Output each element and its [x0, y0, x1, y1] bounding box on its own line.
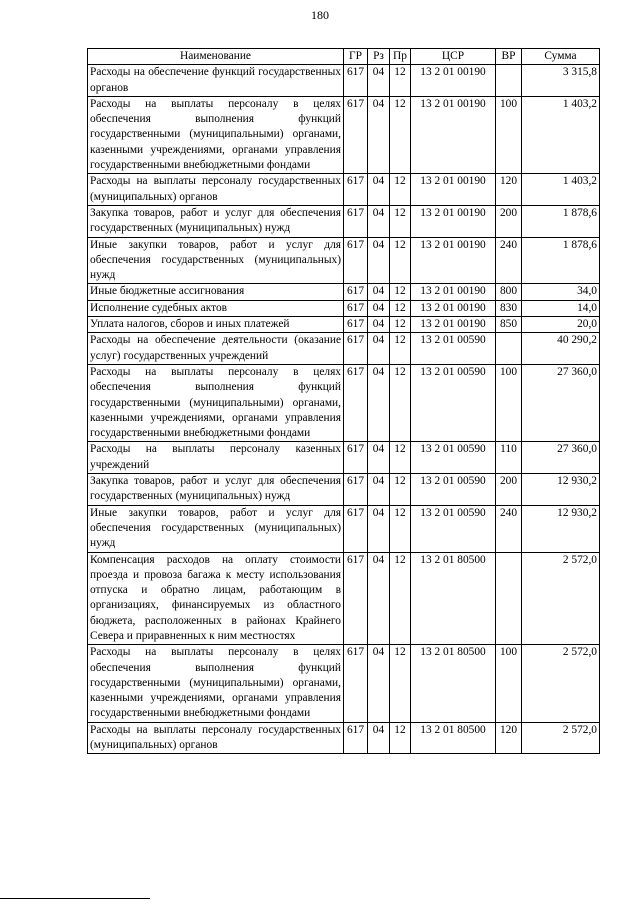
- cell-csr: 13 2 01 00190: [411, 317, 496, 333]
- cell-name: Расходы на выплаты персоналу в целях обеспечения выполнения функций государственными (муниципальными) органами, казенными учреждениями, органами управления государственными внебюджетными фондами: [88, 96, 344, 173]
- cell-vr: 120: [496, 722, 522, 754]
- table-row: [88, 364, 600, 441]
- cell-name: Иные закупки товаров, работ и услуг для обеспечения государственных (муниципальных) нужд: [88, 505, 344, 552]
- cell-sum: 12 930,2: [522, 474, 600, 506]
- cell-name: Расходы на выплаты персоналу государственных (муниципальных) органов: [88, 174, 344, 206]
- cell-pr: 12: [390, 552, 411, 645]
- table-row: [88, 237, 600, 284]
- table-row: [88, 645, 600, 722]
- cell-sum: 27 360,0: [522, 364, 600, 441]
- cell-gr: 617: [344, 645, 368, 722]
- cell-csr: 13 2 01 00190: [411, 237, 496, 284]
- cell-csr: 13 2 01 00190: [411, 205, 496, 237]
- cell-vr: [496, 552, 522, 645]
- cell-gr: 617: [344, 505, 368, 552]
- cell-name: Компенсация расходов на оплату стоимости проезда и провоза багажа к месту использования отпуска и обратно лицам, работающим в организациях, финансируемых из областного бюджета, расположенных в районах Крайнего Севера и приравненных к ним местностях: [88, 552, 344, 645]
- table-header-row: [88, 49, 600, 65]
- cell-vr: 200: [496, 205, 522, 237]
- cell-csr: 13 2 01 00590: [411, 474, 496, 506]
- cell-csr: 13 2 01 00190: [411, 174, 496, 206]
- cell-rz: 04: [368, 442, 390, 474]
- header-vr: ВР: [496, 49, 522, 65]
- cell-name: Расходы на обеспечение деятельности (оказание услуг) государственных учреждений: [88, 333, 344, 365]
- cell-rz: 04: [368, 722, 390, 754]
- cell-csr: 13 2 01 80500: [411, 645, 496, 722]
- cell-gr: 617: [344, 65, 368, 97]
- cell-name: Уплата налогов, сборов и иных платежей: [88, 317, 344, 333]
- cell-sum: 2 572,0: [522, 645, 600, 722]
- cell-rz: 04: [368, 317, 390, 333]
- cell-vr: 100: [496, 364, 522, 441]
- cell-sum: 2 572,0: [522, 552, 600, 645]
- cell-pr: 12: [390, 65, 411, 97]
- header-rz: Рз: [368, 49, 390, 65]
- cell-sum: 3 315,8: [522, 65, 600, 97]
- table-row: [88, 442, 600, 474]
- cell-gr: 617: [344, 722, 368, 754]
- cell-pr: 12: [390, 442, 411, 474]
- cell-name: Исполнение судебных актов: [88, 300, 344, 316]
- cell-csr: 13 2 01 00190: [411, 284, 496, 300]
- cell-pr: 12: [390, 722, 411, 754]
- cell-rz: 04: [368, 284, 390, 300]
- table-row: [88, 205, 600, 237]
- cell-csr: 13 2 01 80500: [411, 552, 496, 645]
- cell-sum: 40 290,2: [522, 333, 600, 365]
- header-csr: ЦСР: [411, 49, 496, 65]
- cell-sum: 12 930,2: [522, 505, 600, 552]
- cell-vr: 850: [496, 317, 522, 333]
- cell-name: Расходы на выплаты персоналу в целях обеспечения выполнения функций государственными (муниципальными) органами, казенными учреждениями, органами управления государственными внебюджетными фондами: [88, 364, 344, 441]
- header-gr: ГР: [344, 49, 368, 65]
- cell-csr: 13 2 01 00590: [411, 333, 496, 365]
- cell-pr: 12: [390, 237, 411, 284]
- cell-vr: 120: [496, 174, 522, 206]
- cell-pr: 12: [390, 300, 411, 316]
- cell-pr: 12: [390, 174, 411, 206]
- budget-table: [87, 48, 600, 754]
- cell-sum: 2 572,0: [522, 722, 600, 754]
- cell-vr: [496, 333, 522, 365]
- cell-gr: 617: [344, 552, 368, 645]
- cell-name: Расходы на обеспечение функций государственных органов: [88, 65, 344, 97]
- cell-sum: 27 360,0: [522, 442, 600, 474]
- cell-gr: 617: [344, 237, 368, 284]
- cell-sum: 14,0: [522, 300, 600, 316]
- cell-pr: 12: [390, 505, 411, 552]
- cell-csr: 13 2 01 00190: [411, 96, 496, 173]
- cell-sum: 1 878,6: [522, 205, 600, 237]
- cell-vr: 240: [496, 505, 522, 552]
- cell-sum: 20,0: [522, 317, 600, 333]
- cell-gr: 617: [344, 317, 368, 333]
- cell-name: Расходы на выплаты персоналу казенных учреждений: [88, 442, 344, 474]
- cell-pr: 12: [390, 474, 411, 506]
- table-row: [88, 333, 600, 365]
- cell-gr: 617: [344, 333, 368, 365]
- table-row: [88, 96, 600, 173]
- cell-rz: 04: [368, 237, 390, 284]
- header-name: Наименование: [88, 49, 344, 65]
- table-row: [88, 474, 600, 506]
- table-row: [88, 317, 600, 333]
- cell-name: Иные бюджетные ассигнования: [88, 284, 344, 300]
- cell-gr: 617: [344, 364, 368, 441]
- table-row: [88, 505, 600, 552]
- cell-pr: 12: [390, 645, 411, 722]
- cell-pr: 12: [390, 333, 411, 365]
- cell-csr: 13 2 01 00590: [411, 505, 496, 552]
- cell-vr: 800: [496, 284, 522, 300]
- cell-rz: 04: [368, 645, 390, 722]
- cell-vr: 100: [496, 96, 522, 173]
- cell-sum: 1 878,6: [522, 237, 600, 284]
- cell-sum: 1 403,2: [522, 96, 600, 173]
- footnote-divider: [0, 898, 150, 899]
- cell-rz: 04: [368, 333, 390, 365]
- cell-vr: 110: [496, 442, 522, 474]
- cell-rz: 04: [368, 505, 390, 552]
- cell-vr: 240: [496, 237, 522, 284]
- cell-gr: 617: [344, 174, 368, 206]
- table-row: [88, 552, 600, 645]
- page-number: 180: [311, 8, 329, 22]
- cell-gr: 617: [344, 205, 368, 237]
- cell-vr: [496, 65, 522, 97]
- header-sum: Сумма: [522, 49, 600, 65]
- table-body: [88, 65, 600, 754]
- cell-rz: 04: [368, 364, 390, 441]
- cell-sum: 34,0: [522, 284, 600, 300]
- table-row: [88, 284, 600, 300]
- cell-vr: 830: [496, 300, 522, 316]
- table-row: [88, 65, 600, 97]
- table-row: [88, 174, 600, 206]
- cell-sum: 1 403,2: [522, 174, 600, 206]
- cell-vr: 200: [496, 474, 522, 506]
- cell-gr: 617: [344, 474, 368, 506]
- header-pr: Пр: [390, 49, 411, 65]
- cell-name: Иные закупки товаров, работ и услуг для обеспечения государственных (муниципальных) нужд: [88, 237, 344, 284]
- cell-csr: 13 2 01 80500: [411, 722, 496, 754]
- cell-gr: 617: [344, 300, 368, 316]
- cell-name: Расходы на выплаты персоналу в целях обеспечения выполнения функций государственными (муниципальными) органами, казенными учреждениями, органами управления государственными внебюджетными фондами: [88, 645, 344, 722]
- cell-rz: 04: [368, 474, 390, 506]
- cell-csr: 13 2 01 00190: [411, 300, 496, 316]
- table-row: [88, 722, 600, 754]
- cell-pr: 12: [390, 284, 411, 300]
- cell-pr: 12: [390, 317, 411, 333]
- cell-name: Расходы на выплаты персоналу государственных (муниципальных) органов: [88, 722, 344, 754]
- cell-csr: 13 2 01 00190: [411, 65, 496, 97]
- cell-rz: 04: [368, 65, 390, 97]
- cell-rz: 04: [368, 552, 390, 645]
- cell-vr: 100: [496, 645, 522, 722]
- cell-name: Закупка товаров, работ и услуг для обеспечения государственных (муниципальных) нужд: [88, 205, 344, 237]
- cell-gr: 617: [344, 284, 368, 300]
- table-row: [88, 300, 600, 316]
- cell-rz: 04: [368, 96, 390, 173]
- cell-gr: 617: [344, 442, 368, 474]
- cell-csr: 13 2 01 00590: [411, 364, 496, 441]
- cell-gr: 617: [344, 96, 368, 173]
- cell-name: Закупка товаров, работ и услуг для обеспечения государственных (муниципальных) нужд: [88, 474, 344, 506]
- cell-pr: 12: [390, 364, 411, 441]
- cell-pr: 12: [390, 96, 411, 173]
- cell-csr: 13 2 01 00590: [411, 442, 496, 474]
- cell-pr: 12: [390, 205, 411, 237]
- cell-rz: 04: [368, 174, 390, 206]
- cell-rz: 04: [368, 300, 390, 316]
- cell-rz: 04: [368, 205, 390, 237]
